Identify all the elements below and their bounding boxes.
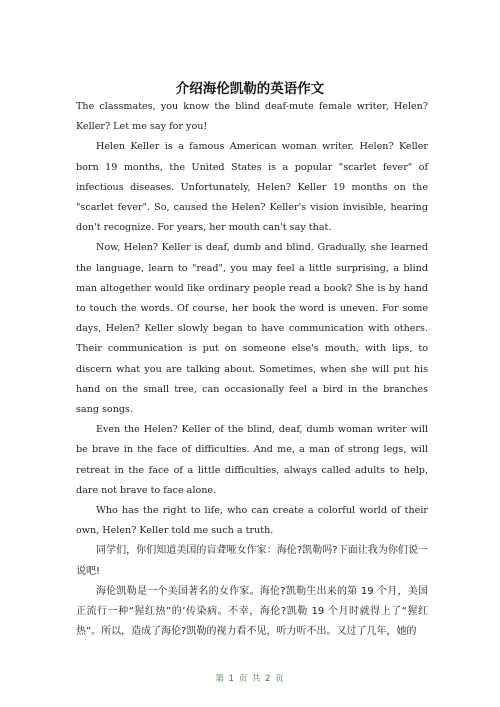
paragraph-chinese-intro: 同学们，你们知道美国的盲聋哑女作家：海伦?凯勒吗?下面让我为你们说一说吧! [76, 545, 428, 577]
paragraph-bravery: Even the Helen? Keller of the blind, deaf, dumb woman writer will be brave in the face of difficulties. And me, a man of strong legs, will retreat in the face of a little difficulties, always called adults to help, dare not brave to face alone. [76, 424, 428, 496]
paragraph-learning: Now, Helen? Keller is deaf, dumb and blind. Gradually, she learned the language, learn to "read", you may feel a little surprising, a blind man altogether would like ordinary people read a book? She is by hand to touch the words. Of course, her book the word is uneven. For some days, Helen? Keller slowly began to have communication with others. Their communication is put on someone else's mouth, with lips, to discern what you are talking about. Sometimes, when she will put his hand on the small tree, can occasionally feel a bird in the branches sang songs. [76, 242, 428, 416]
document-body [76, 97, 428, 642]
paragraph-intro: The classmates, you know the blind deaf-mute female writer, Helen? Keller? Let me say for you! [76, 101, 428, 133]
page-number-footer: 第 1 页 共 2 页 [215, 674, 285, 684]
paragraph-truth: Who has the right to life, who can create a colorful world of their own, Helen? Keller told me such a truth. [76, 505, 428, 537]
paragraph-chinese-biography: 海伦凯勒是一个美国著名的女作家。海伦?凯勒生出来的第 19 个月，美国正流行一种“猩红热”的’传染病。不幸，海伦?凯勒 19 个月时就得上了“猩红热”。所以，造成了海伦?凯勒的视力看不见，听力听不出。又过了几年，她的 [76, 585, 428, 638]
document-title: 介绍海伦凯勒的英语作文 [175, 81, 325, 97]
paragraph-biography: Helen Keller is a famous American woman writer. Helen? Keller born 19 months, the United States is a popular "scarlet fever" of infectious diseases. Unfortunately, Helen? Keller 19 months on the "scarlet fever". So, caused the Helen? Keller's vision invisible, hearing don't recognize. For years, her mouth can't say that. [76, 141, 428, 234]
